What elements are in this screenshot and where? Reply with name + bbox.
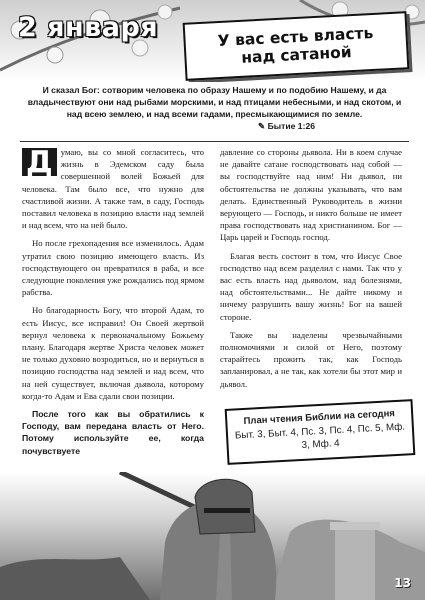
paragraph: давление со стороны дьявола. Ни в коем случае не давайте сатане господствовать над собой — вы господствуйте над ним! Ни дьявол, ни обстоятельства не должны указывать, что вам делать. Единственный Руководитель в жизни верующего — Господь, и никто больше не имеет права господствовать над христианином. Бог — Царь царей и Господь господ. xyxy=(220,147,402,243)
paragraph: Но благодарность Богу, что второй Адам, то есть Иисус, все исправил! Он Своей жертвой вернул человека к первоначальному Божьему плану. Благодаря жертве Христа человек может не только духовно возродиться, но и вернуться в позицию господства над землей и над всем, что на ней существует, включая дьявола, которому когда-то Адам и Ева сдали свои позиции. xyxy=(22,305,204,401)
paragraph: Также вы наделены чрезвычайными полномочиями и силой от Него, поэтому старайтесь прожить так, как Господь запланировал, а не так, как хотели бы этот мир и дьявол. xyxy=(220,329,402,389)
divider xyxy=(20,141,409,142)
paragraph: Д умаю, вы со мной согласитесь, что жизнь в Эдемском саду была совершенной волей Божьей для человека. Там было все, что нужно для счастливой жизни. А также там, в саду, Господь поставил человека в позицию власти над землей и над всем, что на ней было. xyxy=(22,145,204,231)
paragraph: Благая весть состоит в том, что Иисус Свое господство над всем разделил с нами. Так что у вас есть власть над дьяволом, над болезнями, над обстоятельствами... Не дайте никому и ничему разрушить вашу жизнь! Бог на вашей стороне. xyxy=(220,250,402,322)
reading-plan-box xyxy=(225,399,416,465)
page-title: У вас есть власть над сатаной xyxy=(217,23,374,67)
header-banner xyxy=(0,0,425,82)
reading-plan-refs: Быт. 3, Быт. 4, Пс. 3, Пс. 4, Пс. 5, Мф. 3, Мф. 4 xyxy=(234,421,406,451)
epigraph-ref-text: Бытие 1:26 xyxy=(267,121,315,131)
article-column-2 xyxy=(220,146,402,396)
page-number: 13 xyxy=(394,576,411,590)
title-box xyxy=(183,11,410,81)
drop-cap: Д xyxy=(22,148,57,176)
date-heading: 2 января xyxy=(18,12,159,43)
article-column-1 xyxy=(22,146,204,463)
paragraph: После того как вы обратились к Господу, вам передана власть от Него. Потому используйте ее, когда почувствуете xyxy=(22,409,204,456)
epigraph xyxy=(22,84,407,132)
epigraph-ref xyxy=(22,120,407,132)
reading-plan-heading: План чтения Библии на сегодня xyxy=(243,408,396,427)
epigraph-text: И сказал Бог: сотворим человека по образу Нашему и по подобию Нашему, и да владычествуют они над рыбами морскими, и над птицами небесными, и над скотом, и над всею землею, и над всеми гадами, пресмыкающимися по земле. xyxy=(27,85,402,119)
paragraph: Но после грехопадения все изменилось. Адам утратил свою позицию имеющего власть. Из господствующего он превратился в раба, и все следующие поколения уже рождались под ярмом рабства. xyxy=(22,238,204,298)
knight-illustration xyxy=(0,472,425,600)
book-icon: ✎ xyxy=(258,121,266,131)
